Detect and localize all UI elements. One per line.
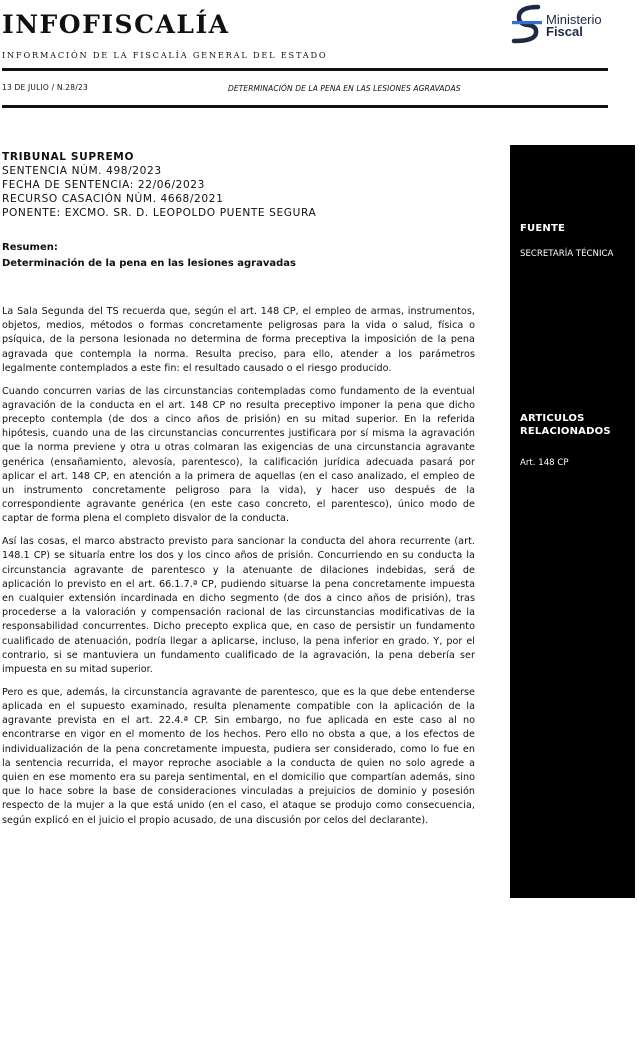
court-title: TRIBUNAL SUPREMO [2,151,135,163]
related-label-line2: RELACIONADOS [520,426,611,437]
rapporteur: PONENTE: EXCMO. SR. D. LEOPOLDO PUENTE SEGURA [2,207,317,219]
header-rule-bottom [2,105,608,108]
source-label: FUENTE [520,223,566,234]
header-rule-top [2,68,608,71]
info-sidebar [510,145,635,898]
body-paragraph: La Sala Segunda del TS recuerda que, según el art. 148 CP, el empleo de armas, instrumentos, objetos, medios, métodos o formas concretamente peligrosas para la vida o salud, física o psíquica, de la persona lesionada no determina de forma preceptiva la imposición de la pena agravada que contempla la norma. Resulta preciso, para ello, atender a los parámetros legalmente contemplados a este fin: el resultado causado o el riesgo producido. [2,306,475,374]
related-article-link[interactable]: Art. 148 CP [520,458,569,468]
summary-text: Determinación de la pena en las lesiones agravadas [2,258,296,269]
brand-subtitle: INFORMACIÓN DE LA FISCALÍA GENERAL DEL ESTADO [2,50,328,60]
ministerio-fiscal-logo [510,4,620,44]
logo-text-line2: Fiscal [546,24,583,39]
source-value: SECRETARÍA TÉCNICA [520,249,614,259]
issue-date: 13 DE JULIO / N.28/23 [2,83,88,92]
summary-label: Resumen: [2,242,58,253]
brand-title: INFOFISCALÍA [2,10,230,39]
court-info [2,150,492,220]
logo-mark-icon [510,4,544,44]
appeal-number: RECURSO CASACIÓN NÚM. 4668/2021 [2,193,224,205]
body-paragraph: Cuando concurren varias de las circunstancias contempladas como fundamento de la eventual agravación de la conducta en el art. 148 CP no resulta preceptivo imponer la pena que dicho precepto contempla (de dos a cinco años de prisión) en su mitad superior. En la referida hipótesis, cuando una de las circunstancias concurrentes justificara por sí misma la agravación que la norma previene y otra u otras colmaran las exigencias de una circunstancia agravante genérica (ensañamiento, alevosía, parentesco), la calificación jurídica adecuada pasará por aplicar el art. 148 CP, en atención a la primera de aquellas (en el caso analizado, el empleo de un instrumento concretamente peligroso para la vida), y hacer uso después de la correspondiente agravante genérica (en este caso concreto, el parentesco), único modo de captar de forma plena el completo disvalor de la conducta. [2,385,475,525]
related-label-line1: ARTICULOS [520,413,585,424]
logo-text-line1: Ministerio [546,12,602,27]
body-paragraph: Pero es que, además, la circunstancia agravante de parentesco, que es la que debe entenderse aplicada en el supuesto examinado, resulta plenamente compatible con la aplicación de la agravante prevista en el art. 22.4.ª CP. Sin embargo, no fue aplicada en este caso al no encontrarse en vigor en el momento de los hechos. Pero ello no obsta a que, a los efectos de individualización de la pena concretamente impuesta, pudiera ser considerado, como lo fue en la sentencia recurrida, el mayor reproche asociable a la conducta de quien no solo agrede a quien en ese momento era su pareja sentimental, en el domicilio que compartían además, sino que lo hace sobre la base de consideraciones vinculadas a prejuicios de dominio y posesión respecto de la mujer a la que está unido (en el caso, el ataque se produjo como consecuencia, según explicó en el juicio el propio acusado, de una discusión por celos del declarante). [2,686,475,826]
article-body [2,305,475,836]
issue-topic: DETERMINACIÓN DE LA PENA EN LAS LESIONES AGRAVADAS [228,84,461,93]
sentence-date: FECHA DE SENTENCIA: 22/06/2023 [2,179,205,191]
body-paragraph: Así las cosas, el marco abstracto previsto para sancionar la conducta del ahora recurrente (art. 148.1 CP) se situaría entre los dos y los cinco años de prisión. Concurriendo en su conducta la circunstancia agravante de parentesco y la atenuante de dilaciones indebidas, será de aplicación lo previsto en el art. 66.1.7.ª CP, pudiendo situarse la pena concretamente impuesta en cualquier extensión incardinada en dicho segmento (de dos a cinco años de prisión), tras procederse a la valoración y compensación racional de las circunstancias modificativas de la responsabilidad concurrentes. Dicho precepto explica que, en caso de persistir un fundamento cualificado de atenuación, podría llegar a aplicarse, incluso, la pena inferior en grado. Y, por el contrario, si se mantuviera un fundamento cualificado de la agravación, la pena debería ser impuesta en su mitad superior. [2,536,475,676]
sentence-number: SENTENCIA NÚM. 498/2023 [2,165,162,177]
